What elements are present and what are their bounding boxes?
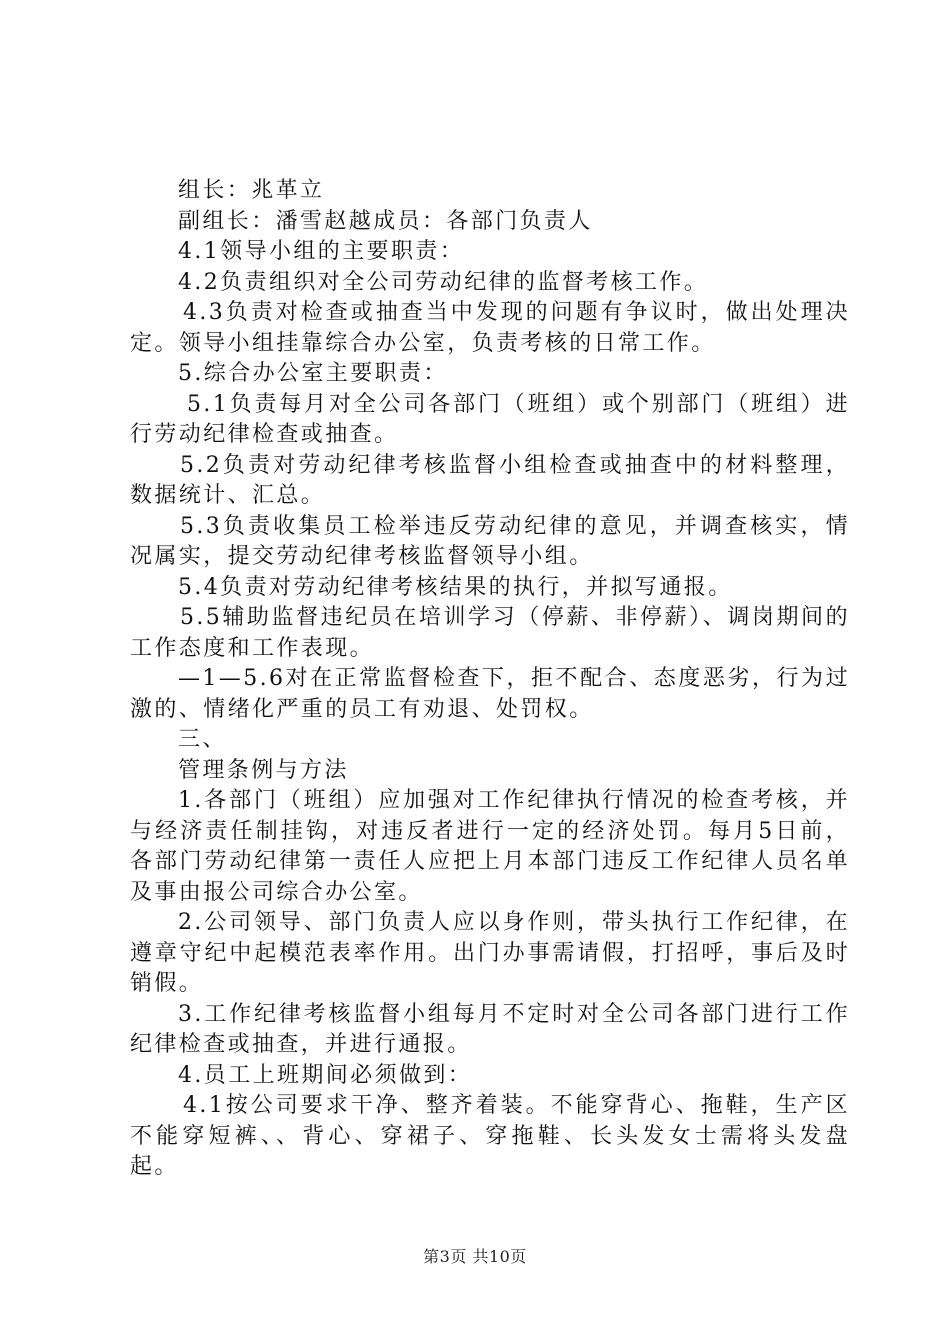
- paragraph-5-6: —1—5.6对在正常监督检查下，拒不配合、态度恶劣，行为过激的、情绪化严重的员工有劝退、处罚权。: [130, 666, 850, 722]
- paragraph-rule-3: 3.工作纪律考核监督小组每月不定时对全公司各部门进行工作纪律检查或抽查，并进行通报。: [130, 1001, 850, 1057]
- paragraph-5-4: 5.4负责对劳动纪律考核结果的执行，并拟写通报。: [178, 574, 733, 600]
- paragraph-5-2: 5.2负责对劳动纪律考核监督小组检查或抽查中的材料整理，数据统计、汇总。: [130, 452, 850, 508]
- paragraph-team-leader: 组长：兆革立: [178, 178, 325, 203]
- paragraph-5-1: 5.1负责每月对全公司各部门（班组）或个别部门（班组）进行劳动纪律检查或抽查。: [130, 391, 850, 447]
- paragraph-5-3: 5.3负责收集员工检举违反劳动纪律的意见，并调查核实，情况属实，提交劳动纪律考核监督领导小组。: [130, 513, 850, 569]
- paragraph-rule-4: 4.员工上班期间必须做到：: [178, 1062, 473, 1088]
- paragraph-4-3: 4.3负责对检查或抽查当中发现的问题有争议时，做出处理决定。领导小组挂靠综合办公室，负责考核的日常工作。: [130, 300, 850, 356]
- paragraph-5-heading: 5.综合办公室主要职责：: [178, 361, 448, 386]
- section-number-three: 三、: [178, 727, 227, 752]
- paragraph-rule-1: 1.各部门（班组）应加强对工作纪律执行情况的检查考核，并与经济责任制挂钩，对违反者进行一定的经济处罚。每月5日前，各部门劳动纪律第一责任人应把上月本部门违反工作纪律人员名单及事由报公司综合办公室。: [130, 788, 850, 905]
- paragraph-4-2: 4.2负责组织对全公司劳动纪律的监督考核工作。: [178, 269, 709, 295]
- paragraph-5-5: 5.5辅助监督违纪员在培训学习（停薪、非停薪）、调岗期间的工作态度和工作表现。: [130, 605, 850, 661]
- document-body: [130, 176, 850, 1183]
- paragraph-deputy-leaders: 副组长：潘雪赵越成员：各部门负责人: [178, 208, 593, 234]
- paragraph-4-1: 4.1领导小组的主要职责：: [178, 239, 465, 264]
- section-title-management: 管理条例与方法: [178, 757, 349, 783]
- page-number-footer: 第3页 共10页: [423, 1247, 527, 1266]
- paragraph-rule-2: 2.公司领导、部门负责人应以身作则，带头执行工作纪律，在遵章守纪中起模范表率作用。出门办事需请假，打招呼，事后及时销假。: [130, 910, 850, 996]
- paragraph-rule-4-1: 4.1按公司要求干净、整齐着装。不能穿背心、拖鞋，生产区不能穿短裤、、背心、穿裙子、穿拖鞋、长头发女士需将头发盘起。: [130, 1093, 850, 1179]
